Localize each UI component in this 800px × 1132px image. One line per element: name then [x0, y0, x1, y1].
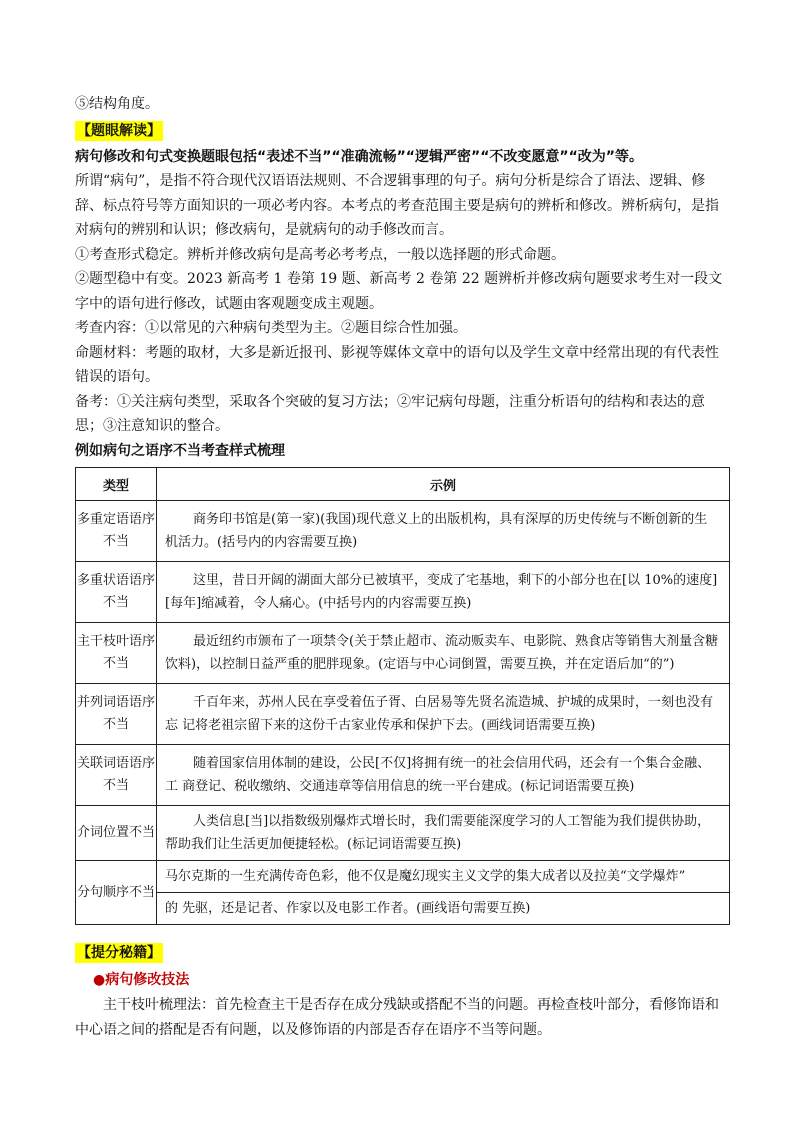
- row-example: 这里，昔日开阔的湖面大部分已被填平，变成了宅基地，剩下的小部分也在[以 10%的速度][每年]缩减着，令人痛心。(中括号内的内容需要互换): [157, 562, 730, 623]
- key-phrase-line: 病句修改和句式变换题眼包括“表述不当”“准确流畅”“逻辑严密”“不改变愿意”“改为”等。: [75, 148, 644, 165]
- row-example-part2: 的 先驱，还是记者、作家以及电影工作者。(画线语句需要互换): [165, 901, 531, 916]
- section-tag-tips: 【提分秘籍】: [77, 945, 161, 961]
- paragraph-definition: 所谓“病句”，是指不符合现代汉语语法规则、不合逻辑事理的句子。病句分析是综合了语法、逻辑、修辞、标点符号等方面知识的一项必考内容。本考点的考查范围主要是病句的辨析和修改。辨析病句，是指对病句的辨别和认识；修改病句，是就病句的动手修改而言。: [75, 173, 719, 238]
- row-example: 人类信息[当]以指数级别爆炸式增长时，我们需要能深度学习的人工智能为我们提供协助， 帮助我们让生活更加便捷轻松。(标记词语需要互换): [157, 806, 730, 861]
- section-tag-reading: 【题眼解读】: [77, 122, 161, 139]
- table-row: [76, 684, 730, 745]
- row-example: 最近纽约市颁布了一项禁令(关于禁止超市、流动贩卖车、电影院、熟食店等销售大剂量含糖饮料)，以控制日益严重的肥胖现象。(定语与中心词倒置，需要互换，并在定语后加“的”): [157, 623, 730, 684]
- row-example-part1: 马尔克斯的一生充满传奇色彩，他不仅是魔幻现实主义文学的集大成者以及拉美“文学爆炸”: [157, 861, 729, 893]
- table-row: [76, 745, 730, 806]
- row-type: 主干枝叶语序不当: [76, 623, 157, 684]
- table-title: 例如病句之语序不当考查样式梳理: [75, 442, 285, 459]
- paragraph-content: 考查内容：①以常见的六种病句类型为主。②题目综合性加强。: [75, 320, 467, 336]
- header-type: 类型: [76, 468, 157, 501]
- row-example: [157, 861, 730, 925]
- row-type: 多重定语语序不当: [76, 501, 157, 562]
- paragraph-point-2: ②题型稳中有变。2023 新高考 1 卷第 19 题、新高考 2 卷第 22 题辨析并修改病句题要求考生对一段文字中的语句进行修改，试题由客观题变成主观题。: [75, 271, 723, 312]
- row-type: 多重状语语序不当: [76, 562, 157, 623]
- top-line: ⑤结构角度。: [75, 96, 159, 112]
- subheading: [93, 967, 730, 993]
- word-order-table: [75, 467, 730, 925]
- row-example: 随着国家信用体制的建设，公民[不仅]将拥有统一的社会信用代码，还会有一个集合金融、工 商登记、税收缴纳、交通违章等信用信息的统一平台建成。(标记词语需要互换): [157, 745, 730, 806]
- subheading-text: 病句修改技法: [105, 972, 190, 988]
- paragraph-point-1: ①考查形式稳定。辨析并修改病句是高考必考考点，一般以选择题的形式命题。: [75, 246, 565, 263]
- row-type: 并列词语语序不当: [76, 684, 157, 745]
- paragraph-prep: 备考：①关注病句类型，采取各个突破的复习方法；②牢记病句母题，注重分析语句的结构和表达的意思；③注意知识的整合。: [75, 393, 705, 434]
- document-page: [75, 92, 730, 1042]
- row-type: 介词位置不当: [76, 806, 157, 861]
- header-example: 示例: [157, 468, 730, 501]
- table-row: [76, 501, 730, 562]
- tips-paragraph: 主干枝叶梳理法：首先检查主干是否存在成分残缺或搭配不当的问题。再检查枝叶部分，看修饰语和中心语之间的搭配是否有问题，以及修饰语的内部是否存在语序不当等问题。: [75, 997, 719, 1038]
- paragraph-material: 命题材料：考题的取材，大多是新近报刊、影视等媒体文章中的语句以及学生文章中经常出现的有代表性错误的语句。: [75, 344, 719, 385]
- row-example: 千百年来，苏州人民在享受着伍子胥、白居易等先贤名流造城、护城的成果时，一刻也没有忘 记将老祖宗留下来的这份千古家业传承和保护下去。(画线词语需要互换): [157, 684, 730, 745]
- table-row: [76, 861, 730, 925]
- row-example: 商务印书馆是(第一家)(我国)现代意义上的出版机构，具有深厚的历史传统与不断创新的生机活力。(括号内的内容需要互换): [157, 501, 730, 562]
- table-row: [76, 623, 730, 684]
- bullet-icon: ●: [93, 972, 106, 988]
- table-row: [76, 806, 730, 861]
- table-header-row: [76, 468, 730, 501]
- table-row: [76, 562, 730, 623]
- row-type: 分句顺序不当: [76, 861, 157, 925]
- row-type: 关联词语语序不当: [76, 745, 157, 806]
